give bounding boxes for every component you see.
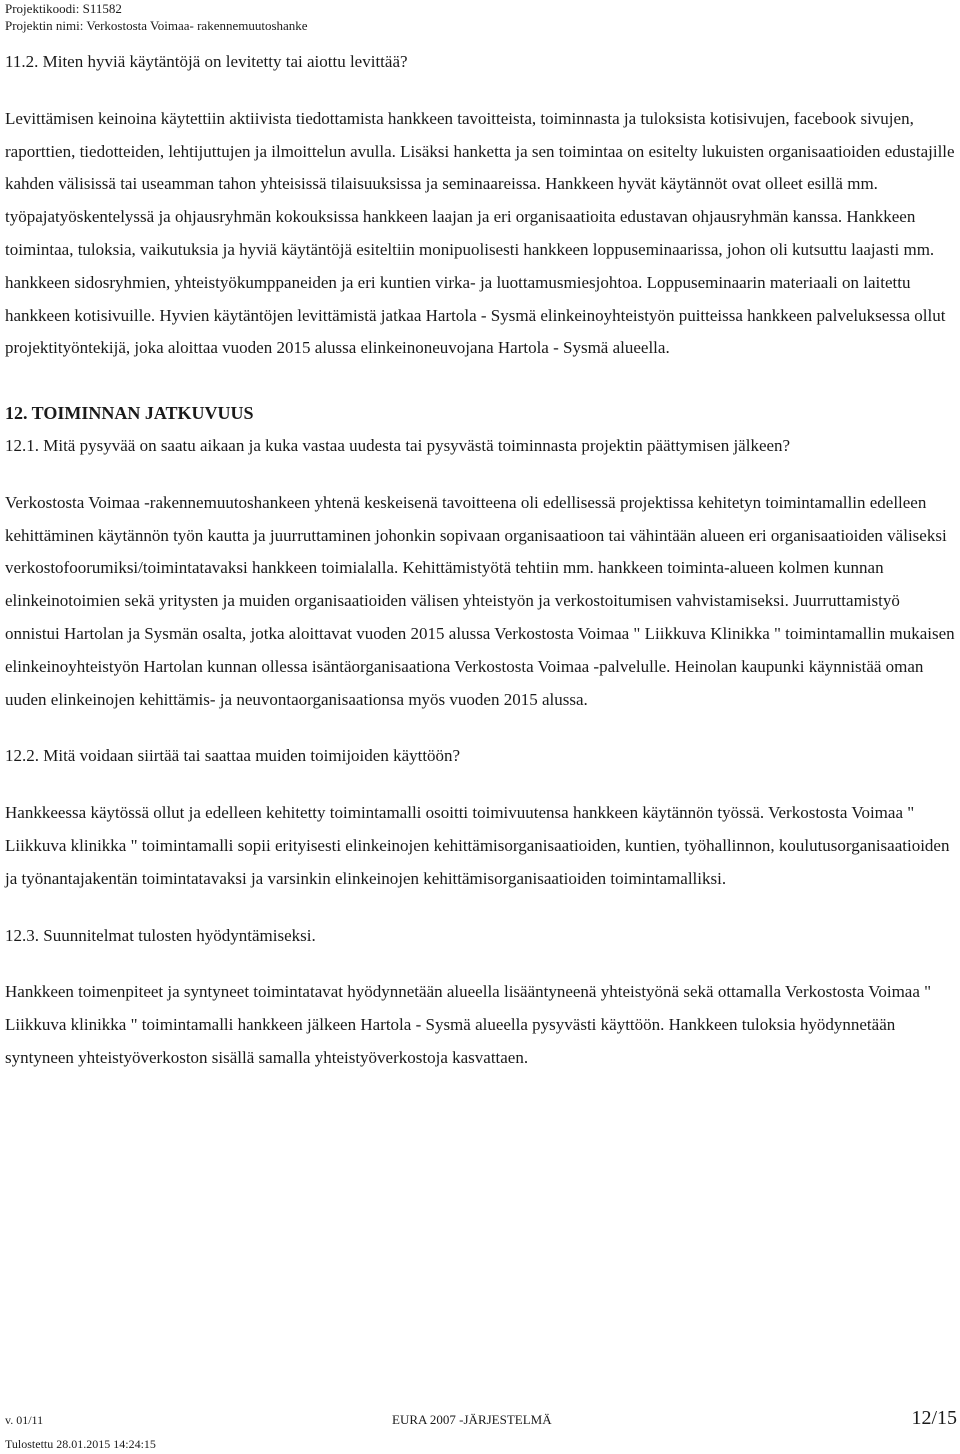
question-12-2: 12.2. Mitä voidaan siirtää tai saattaa muiden toimijoiden käyttöön? [5, 746, 461, 766]
question-11-2: 11.2. Miten hyviä käytäntöjä on levitetty tai aiottu levittää? [5, 52, 408, 71]
project-code: Projektikoodi: S11582 [5, 1, 122, 16]
chapter-12-heading: 12. TOIMINNAN JATKUVUUS [5, 403, 254, 424]
document-body [5, 46, 957, 1075]
page-number: 12/15 [911, 1407, 957, 1429]
project-name: Projektin nimi: Verkostosta Voimaa- rakennemuutoshanke [5, 18, 308, 33]
printed-timestamp: Tulostettu 28.01.2015 14:24:15 [5, 1437, 156, 1451]
footer-version: v. 01/11 [5, 1413, 44, 1427]
answer-12-2: Hankkeessa käytössä ollut ja edelleen kehitetty toimintamalli osoitti toimivuutensa hankkeen käytännön työssä. Verkostosta Voimaa " Liikkuva klinikka " toimintamalli sopii erityisesti elinkeinojen kehittämisorganisaatioiden, kuntien, työhallinnon, koulutusorganisaatioiden ja työnantajakentän toimintatavaksi ja varsinkin elinkeinojen kehittämisorganisaatioiden toimintamalliksi. [5, 803, 950, 888]
page-footer [5, 1407, 957, 1454]
question-12-1: 12.1. Mitä pysyvää on saatu aikaan ja kuka vastaa uudesta tai pysyvästä toiminnasta projektin päättymisen jälkeen? [5, 435, 791, 455]
answer-11-2: Levittämisen keinoina käytettiin aktiivista tiedottamista hankkeen tavoitteista, toiminnasta ja tuloksista kotisivujen, facebook sivujen, raporttien, tiedotteiden, lehtijuttujen ja ilmoittelun avulla. Lisäksi hanketta ja sen toimintaa on esitelty lukuisten organisaatioiden edustajille kahden välisissä tai useamman tahon yhteisissä tilaisuuksissa ja seminaareissa. Hankkeen hyvät käytännöt ovat olleet esillä mm. työpajatyöskentelyssä ja ohjausryhmän kokouksissa hankkeen laajan ja eri organisaatioita edustavan ohjausryhmän kanssa. Hankkeen toimintaa, tuloksia, vaikutuksia ja hyviä käytäntöjä esiteltiin monipuolisesti hankkeen loppuseminaarissa, johon oli kutsuttu laajasti mm. hankkeen sidosryhmien, yhteistyökumppaneiden ja eri kuntien virka- ja luottamusmiesjohtoa. Loppuseminaarin materiaali on laitettu hankkeen kotisivuille. Hyvien käytäntöjen levittämistä jatkaa Hartola - Sysmä elinkeinoyhteistyön puitteissa hankkeen palveluksessa ollut projektityöntekijä, joka aloittaa vuoden 2015 alussa elinkeinoneuvojana Hartola - Sysmä alueella. [5, 108, 955, 358]
footer-system-name: EURA 2007 -JÄRJESTELMÄ [392, 1412, 552, 1427]
answer-12-1: Verkostosta Voimaa -rakennemuutoshankeen yhtenä keskeisenä tavoitteena oli edellisessä projektissa kehitetyn toimintamallin edelleen kehittäminen käytännön työn kautta ja juurruttaminen johonkin sopivaan organisaatioon tai vähintään alueen eri organisaatioiden väliseksi verkostofoorumiksi/toimintatavaksi hankkeen toimialalla. Kehittämistyötä tehtiin mm. hankkeen toiminta-alueen kolmen kunnan elinkeinotoimien sekä yritysten ja muiden organisaatioiden välisen yhteistyön ja verkostoitumisen vahvistamiseksi. Juurruttamistyö onnistui Hartolan ja Sysmän osalta, jotka aloittavat vuoden 2015 alussa Verkostosta Voimaa " Liikkuva Klinikka " toimintamallin mukaisen elinkeinoyhteistyön Hartolan kunnan ollessa isäntäorganisaationa Verkostosta Voimaa -palvelulle. Heinolan kaupunki käynnistää oman uuden elinkeinojen kehittämis- ja neuvontaorganisaationsa myös vuoden 2015 alussa. [5, 492, 955, 709]
question-12-3: 12.3. Suunnitelmat tulosten hyödyntämiseksi. [5, 925, 316, 945]
page-header [5, 0, 308, 34]
answer-12-3: Hankkeen toimenpiteet ja syntyneet toimintatavat hyödynnetään alueella lisääntyneenä yhteistyönä sekä ottamalla Verkostosta Voimaa " Liikkuva klinikka " toimintamalli hankkeen jälkeen Hartola - Sysmä alueella pysyvästi käyttöön. Hankkeen tuloksia hyödynnetään syntyneen yhteistyöverkoston sisällä samalla yhteistyöverkostoja kasvattaen. [5, 982, 932, 1067]
